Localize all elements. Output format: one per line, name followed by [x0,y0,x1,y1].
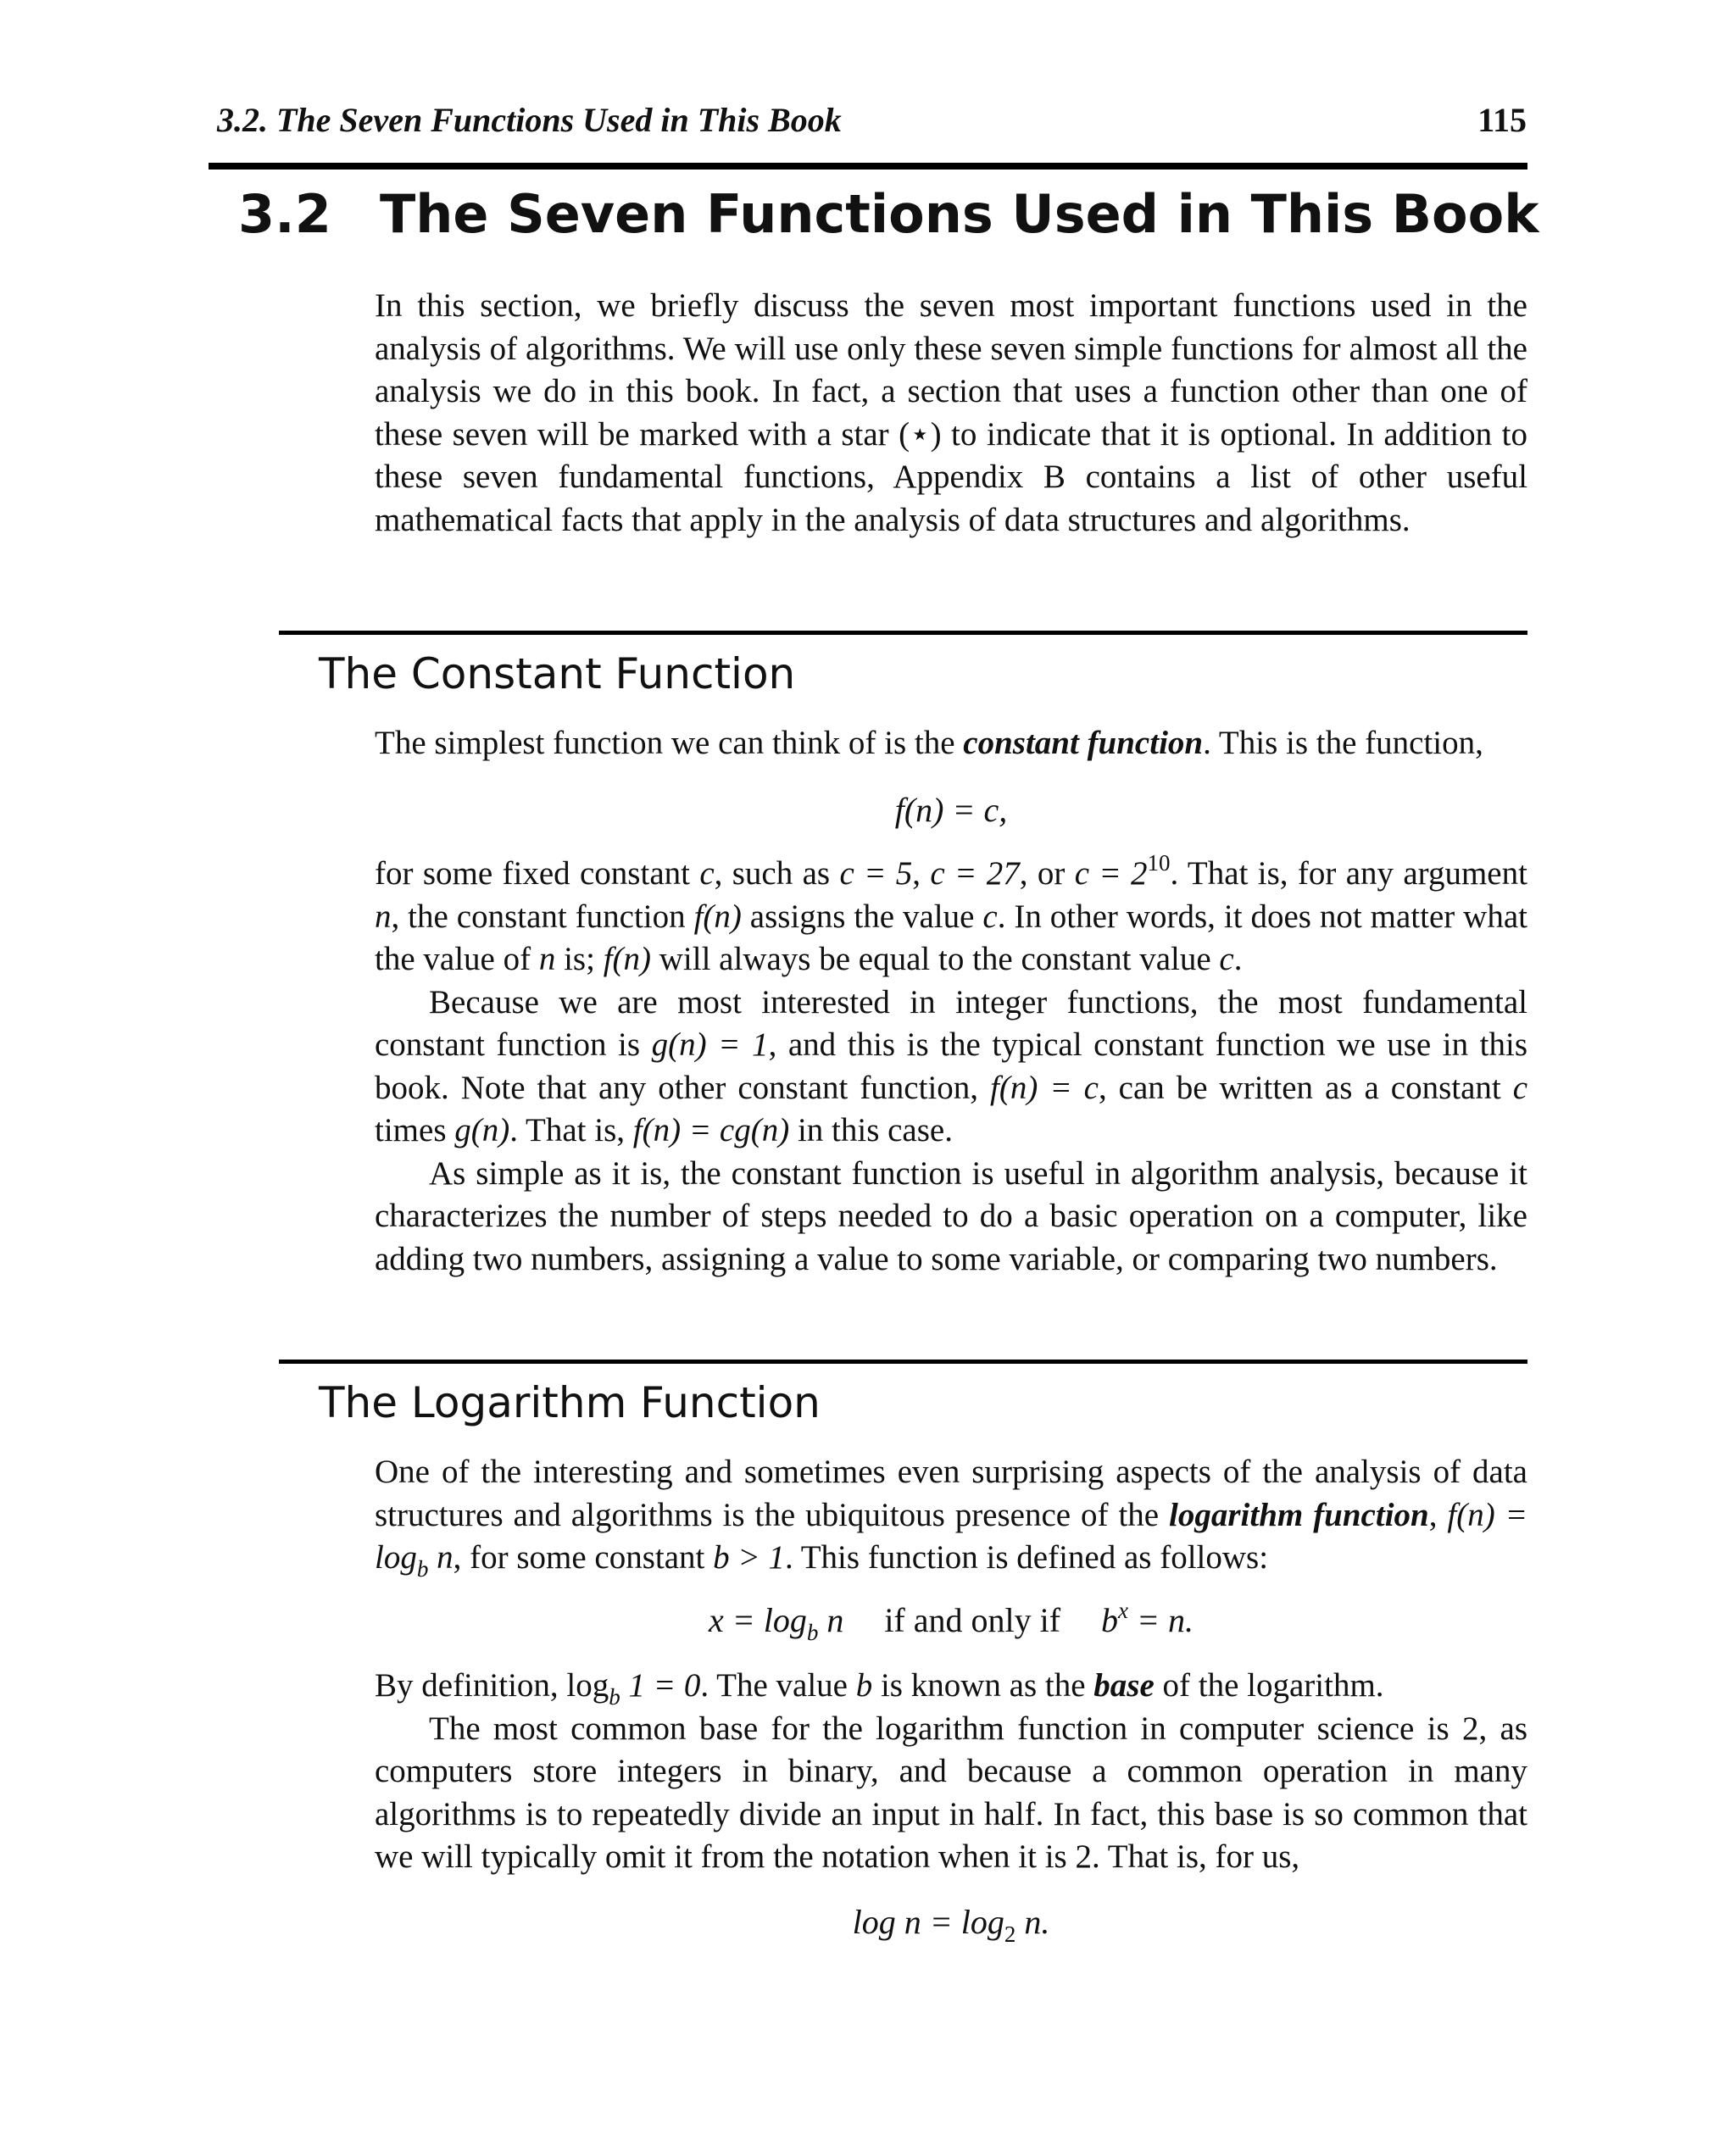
term-base: base [1093,1667,1155,1704]
section-heading [238,183,1538,245]
term-constant-function: constant function [963,725,1204,761]
section-title: The Seven Functions Used in This Book [380,183,1539,245]
equation-constant: f(n) = c, [894,791,1008,829]
equation-logarithm-definition: $x = \log_b n$ if and only if $b^x = n$. [708,1598,1194,1645]
section-number: 3.2 [238,183,331,245]
constant-paragraph-1: The simplest function we can think of is the constant function. This is the function, [375,725,1483,761]
intro-paragraph: In this section, we briefly discuss the seven most important functions used in the analysis of algorithms. We will use only these seven simple functions for almost all the analysis we do in this book. In fact, a section that uses a function other than one of these seven will be marked with a star (⋆) to indicate that it is optional. In addition to these seven fundamental functions, Appendix B contains a list of other useful mathematical facts that apply in the analysis of data structures and algorithms. [375,287,1528,538]
star-icon: ⋆ [910,415,931,453]
subsection-heading-constant: The Constant Function [319,649,796,698]
header-rule [209,163,1527,170]
subsection-heading-logarithm: The Logarithm Function [319,1378,821,1427]
page-number: 115 [1477,101,1527,139]
logarithm-paragraph-1: One of the interesting and sometimes even surprising aspects of the analysis of data structures and algorithms is the ubiquitous presence of the logarithm function, $f(n) = \log_b n$, for some constant b > 1. This function is defined as follows: [375,1454,1527,1582]
equation-log-base-2: $\log n = \log_2 n$. [852,1903,1050,1947]
running-header-title: 3.2. The Seven Functions Used in This Book [217,101,842,139]
subsection-rule-constant [279,631,1527,635]
logarithm-paragraphs: By definition, $\log_b 1 = 0$. The value b is known as the base of the logarithm. The most common base for the logarithm function in computer science is 2, as computers store integers in binary, and because a common operation in many algorithms is to repeatedly divide an input in half. In fact, this base is so common that we will typically omit it from the notation when it is 2. That is, for us, [375,1667,1527,1875]
term-logarithm-function: logarithm function [1169,1496,1429,1533]
subsection-rule-logarithm [279,1360,1527,1364]
constant-paragraphs: for some fixed constant c, such as c = 5, c = 27, or $c = 2^{10}$. That is, for any argument n, the constant function f(n) assigns the value c. In other words, it does not matter what the value of n is; f(n) will always be equal to the constant value c. Because we are most interested in integer functions, the most fundamental constant function is g(n) = 1, and this is the typical constant function we use in this book. Note that any other constant function, f(n) = c, can be written as a constant c times g(n). That is, f(n) = cg(n) in this case. As simple as it is, the constant function is useful in algorithm analysis, because it characterizes the number of steps needed to do a basic operation on a computer, like adding two numbers, assigning a value to some variable, or comparing two numbers. [375,850,1528,1277]
